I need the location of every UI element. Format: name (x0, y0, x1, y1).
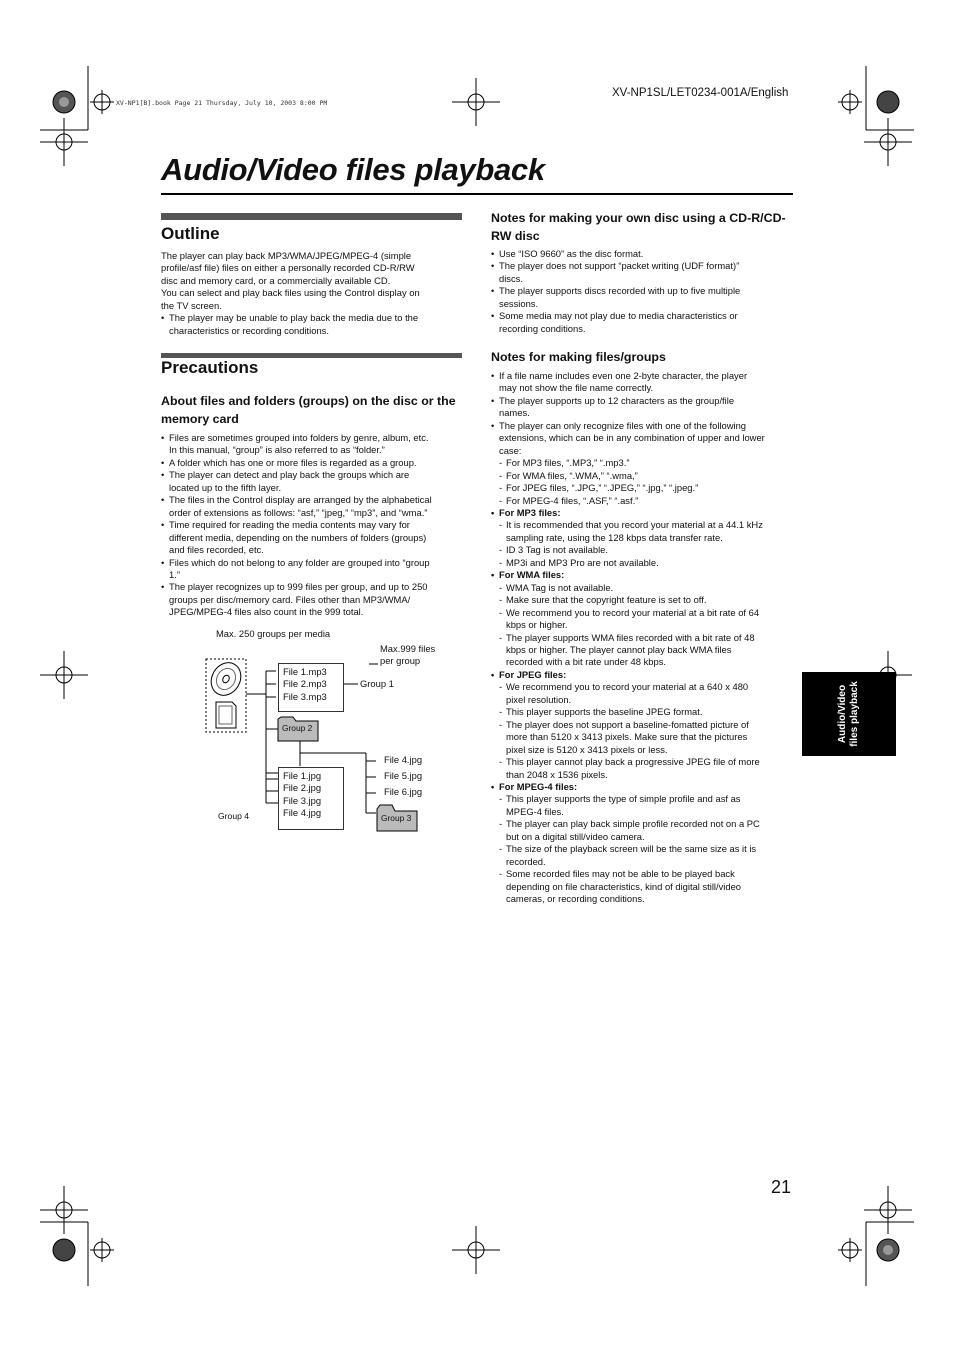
file-note-item (491, 457, 801, 469)
file-note-bullet (491, 420, 801, 457)
file-note-bullet (491, 507, 801, 519)
file-note-line: The player does not support a baseline-fomatted picture of (506, 718, 749, 730)
file-note-dash (499, 719, 801, 756)
file-note-dash (499, 594, 801, 606)
file-note-line: For MPEG-4 files, “.ASF,” “.asf.” (506, 494, 639, 506)
disc-notes-heading: Notes for making your own disc using a CD-R/CD- RW disc (491, 211, 786, 243)
file-note-line: kbps or higher. The player cannot play back WMA files (506, 643, 732, 655)
file-note-line: ID 3 Tag is not available. (506, 544, 608, 556)
file-note-item (491, 632, 801, 669)
file-note-item (491, 569, 801, 581)
file-note-dash (499, 607, 801, 632)
disc-note-bullet: • The player supports discs recorded with up to five multiple sessions. (491, 285, 796, 310)
file-note-item (491, 495, 801, 507)
file-note-item (491, 470, 801, 482)
max-files-label: Max.999 files per group (380, 643, 436, 667)
file-note-dash (499, 756, 801, 781)
file-note-item (491, 669, 801, 681)
file-note-bullet (491, 569, 801, 581)
outline-bullet: • The player may be unable to play back the media due to the characteristics or recording conditions. (161, 312, 466, 337)
file-note-dash (499, 793, 801, 818)
file-note-line: For JPEG files: (499, 668, 567, 680)
file-note-item (491, 756, 801, 781)
file-note-item (491, 706, 801, 718)
file-note-item (491, 482, 801, 494)
group1-label: Group 1 (360, 678, 394, 689)
file-note-item (491, 594, 801, 606)
file-note-line: The player supports up to 12 characters as the group/file (499, 394, 735, 406)
group2-label: Group 2 (282, 723, 313, 733)
file-note-line: MP3i and MP3 Pro are not available. (506, 556, 659, 568)
file-note-line: We recommend you to record your material at a 640 x 480 (506, 681, 749, 693)
outline-line: The player can play back MP3/WMA/JPEG/MPEG-4 (simple (161, 250, 412, 261)
disc-note-bullet: • The player does not support “packet writing (UDF format)” discs. (491, 260, 796, 285)
file-note-line: The size of the playback screen will be the same size as it is (506, 843, 757, 855)
file-note-line: For WMA files: (499, 569, 565, 581)
outline-heading: Outline (161, 224, 220, 243)
precaution-bullet: • Files are sometimes grouped into folders by genre, album, etc. In this manual, “group” is also referred to as “folder.” (161, 432, 466, 457)
file-note-line: more than 5120 x 3413 pixels. Make sure that the pictures (506, 731, 748, 743)
file-note-item (491, 868, 801, 905)
precaution-bullet: • The player can detect and play back the groups which are located up to the fifth layer. (161, 469, 466, 494)
file-note-dash (499, 519, 801, 544)
file-note-line: It is recommended that you record your material at a 44.1 kHz (506, 519, 763, 531)
file-note-line: For MP3 files, “.MP3,” “.mp3.” (506, 457, 630, 469)
file-note-item (491, 818, 801, 843)
file-note-item (491, 843, 801, 868)
file-note-dash (499, 706, 801, 718)
book-info-line: XV-NP1[B].book Page 21 Thursday, July 10, 2003 8:00 PM (116, 99, 328, 107)
file-note-dash (499, 557, 801, 569)
file-note-item (491, 544, 801, 556)
disc-note-bullet: • Some media may not play due to media characteristics or recording conditions. (491, 310, 796, 335)
file-note-line: may not show the file name correctly. (499, 382, 654, 394)
group1-file-list: File 1.mp3 File 2.mp3 File 3.mp3 (278, 663, 344, 712)
file-note-item (491, 793, 801, 818)
file-note-line: We recommend you to record your material at a bit rate of 64 (506, 606, 760, 618)
disc-note-bullet: • Use “ISO 9660” as the disc format. (491, 248, 796, 260)
file-note-item (491, 395, 801, 420)
file-note-dash (499, 681, 801, 706)
precautions-subheading: About files and folders (groups) on the disc or the memory card (161, 394, 456, 426)
file-note-bullet (491, 370, 801, 395)
disc-icon (205, 657, 246, 700)
file-note-item (491, 507, 801, 519)
file-note-item (491, 582, 801, 594)
max-groups-label: Max. 250 groups per media (216, 628, 331, 639)
file-note-item (491, 607, 801, 632)
file-note-line: For MPEG-4 files: (499, 780, 578, 792)
file-note-line: The player can only recognize files with one of the following (499, 419, 747, 431)
file-note-line: If a file name includes even one 2-byte character, the player (499, 370, 748, 381)
file-note-line: Some recorded files may not be able to be played back (506, 868, 735, 880)
precaution-bullet: • The files in the Control display are arranged by the alphabetical order of extensions as follows: “asf,” “jpeg,” “mp3”, and “wma.” (161, 494, 466, 519)
file-note-line: The player supports WMA files recorded with a bit rate of 48 (506, 631, 755, 643)
file-note-line: This player supports the baseline JPEG format. (506, 706, 703, 718)
group3-file: File 5.jpg (384, 770, 423, 781)
file-notes-heading: Notes for making files/groups (491, 350, 666, 364)
group3-file: File 6.jpg (384, 786, 423, 797)
disc-notes-body (491, 248, 796, 335)
memory-card-icon (216, 702, 236, 728)
file-note-item (491, 557, 801, 569)
outline-line: You can select and play back files using the Control display on (161, 287, 420, 299)
file-note-dash (499, 632, 801, 669)
file-note-line: This player cannot play back a progressive JPEG file of more (506, 756, 760, 768)
file-note-line: extensions, which can be in any combination of upper and lower (499, 432, 765, 444)
page-title: Audio/Video files playback (161, 152, 545, 187)
file-note-line: names. (499, 407, 530, 419)
precaution-bullet: • Time required for reading the media contents may vary for different media, depending on the numbers of folders (groups) and files recorded, etc. (161, 519, 466, 556)
file-note-line: recorded with a bit rate under 48 kbps. (506, 656, 666, 668)
file-note-line: WMA Tag is not available. (506, 581, 614, 593)
file-note-line: recorded. (506, 855, 546, 867)
file-note-dash (499, 818, 801, 843)
file-note-bullet (491, 781, 801, 793)
precaution-bullet: • A folder which has one or more files is regarded as a group. (161, 457, 466, 469)
file-note-line: For WMA files, “.WMA,” “.wma,” (506, 469, 638, 481)
file-note-line: MPEG-4 files. (506, 805, 564, 817)
file-note-item (491, 781, 801, 793)
file-note-line: depending on file characteristics, kind of digital still/video (506, 880, 742, 892)
file-note-dash (499, 582, 801, 594)
group4-file-list: File 1.jpg File 2.jpg File 3.jpg File 4.jpg (278, 767, 344, 830)
file-note-line: pixel resolution. (506, 693, 572, 705)
file-note-item (491, 719, 801, 756)
file-note-dash (499, 457, 801, 469)
file-notes-body (491, 370, 801, 905)
file-notes-list (491, 370, 801, 905)
file-note-dash (499, 868, 801, 905)
file-note-line: kbps or higher. (506, 619, 568, 631)
precautions-heading: Precautions (161, 358, 259, 377)
file-note-line: The player can play back simple profile recorded not on a PC (506, 818, 760, 830)
file-note-dash (499, 843, 801, 868)
outline-line: profile/asf file) files on either a personally recorded CD-R/RW (161, 262, 415, 274)
outline-line: the TV screen. (161, 299, 222, 311)
file-note-line: than 2048 x 1536 pixels. (506, 768, 608, 780)
side-tab (802, 672, 896, 756)
precaution-bullet: • The player recognizes up to 999 files per group, and up to 250 groups per disc/memory card. Files other than MP3/WMA/ JPEG/MPEG-4 files also count in the 999 total. (161, 581, 466, 618)
file-note-bullet (491, 669, 801, 681)
file-note-line: case: (499, 444, 522, 456)
group4-label: Group 4 (218, 811, 250, 821)
file-note-line: This player supports the type of simple profile and asf as (506, 793, 741, 805)
group3-label: Group 3 (381, 813, 412, 823)
file-note-line: For JPEG files, “.JPG,” “.JPEG,” “.jpg,” “.jpeg.” (506, 482, 699, 494)
file-note-line: sampling rate, using the 128 kbps data transfer rate. (506, 531, 723, 543)
page-number: 21 (771, 1177, 792, 1197)
document-id: XV-NP1SL/LET0234-001A/English (612, 87, 789, 99)
file-note-line: but on a digital still/video camera. (506, 830, 645, 842)
file-note-dash (499, 482, 801, 494)
file-note-line: For MP3 files: (499, 506, 561, 518)
file-note-line: Make sure that the copyright feature is set to off. (506, 594, 707, 606)
side-tab-text: Audio/Video files playback (837, 681, 860, 747)
file-note-dash (499, 544, 801, 556)
file-note-line: cameras, or recording conditions. (506, 893, 645, 905)
file-note-line: pixel size is 5120 x 3413 pixels or less. (506, 743, 668, 755)
precaution-bullet: • Files which do not belong to any folder are grouped into “group 1.” (161, 557, 466, 582)
group3-file: File 4.jpg (384, 754, 423, 765)
file-note-item (491, 420, 801, 457)
file-note-item (491, 519, 801, 544)
outline-line: disc and memory card, or a commercially available CD. (161, 274, 391, 286)
file-note-bullet (491, 395, 801, 420)
file-note-item (491, 370, 801, 395)
file-note-dash (499, 495, 801, 507)
file-note-item (491, 681, 801, 706)
file-note-dash (499, 470, 801, 482)
